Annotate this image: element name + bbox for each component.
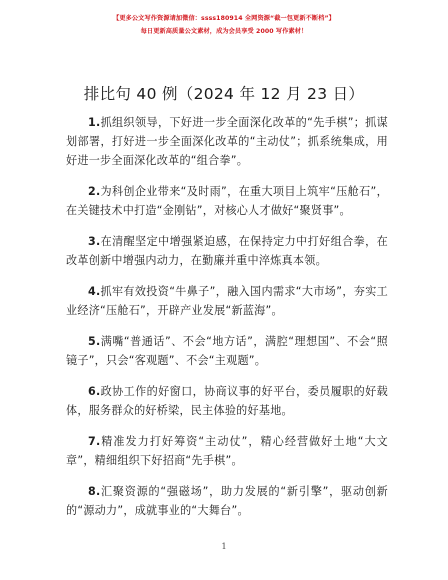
item-number: 6.: [88, 385, 101, 398]
item-number: 4.: [88, 285, 101, 298]
promo-banner-line-2: 每日更新高质量公文素材，成为会员享受 2000 写作素材！: [140, 28, 308, 35]
item-text: 汇聚资源的“强磁场”，助力发展的“新引擎”，驱动创新的“源动力”，成就事业的“大舞台”。: [66, 485, 388, 517]
item-text: 抓牢有效投资“牛鼻子”，融入国内需求“大市场”，夯实工业经济“压舱石”，开辟产业发展“新蓝海”。: [66, 285, 388, 317]
item-number: 3.: [88, 235, 101, 248]
paragraph-4: [66, 282, 388, 320]
paragraph-5: [66, 332, 388, 370]
item-text: 精准发力打好筹资“主动仗”，精心经营做好土地“大文章”，精细组织下好招商“先手棋”。: [66, 435, 388, 467]
item-text: 抓组织领导，下好进一步全面深化改革的“先手棋”；抓谋划部署，打好进一步全面深化改革的“主动仗”；抓系统集成，用好进一步全面深化改革的“组合拳”。: [66, 116, 388, 167]
paragraph-1: [66, 113, 388, 170]
paragraph-7: [66, 432, 388, 470]
paragraph-8: [66, 482, 388, 520]
document-title: 排比句 40 例（2024 年 12 月 23 日）: [83, 85, 365, 103]
promo-banner: [0, 12, 448, 38]
document-body: [66, 113, 388, 520]
paragraph-2: [66, 182, 388, 220]
paragraph-6: [66, 382, 388, 420]
paragraph-3: [66, 232, 388, 270]
promo-banner-line-1: 【更多公文写作资源请加微信：ssss180914 全网资源“截一包更新不断档”】: [113, 15, 335, 22]
page-number: 1: [221, 542, 227, 551]
item-number: 1.: [88, 116, 101, 129]
item-text: 政协工作的好窗口，协商议事的好平台，委员履职的好载体，服务群众的好桥梁，民主体验的好基地。: [66, 385, 388, 417]
item-number: 8.: [88, 485, 101, 498]
item-text: 为科创企业带来“及时雨”，在重大项目上筑牢“压舱石”，在关键技术中打造“金刚钻”，对核心人才做好“聚贤事”。: [66, 185, 388, 217]
item-number: 7.: [88, 435, 101, 448]
item-text: 满嘴“普通话”、不会“地方话”，满腔“理想国”、不会“照镜子”，只会“客观题”、不会“主观题”。: [66, 335, 388, 367]
item-text: 在清醒坚定中增强紧迫感，在保持定力中打好组合拳，在改革创新中增强内动力，在勤廉并重中淬炼真本领。: [66, 235, 388, 267]
item-number: 2.: [88, 185, 101, 198]
item-number: 5.: [88, 335, 101, 348]
